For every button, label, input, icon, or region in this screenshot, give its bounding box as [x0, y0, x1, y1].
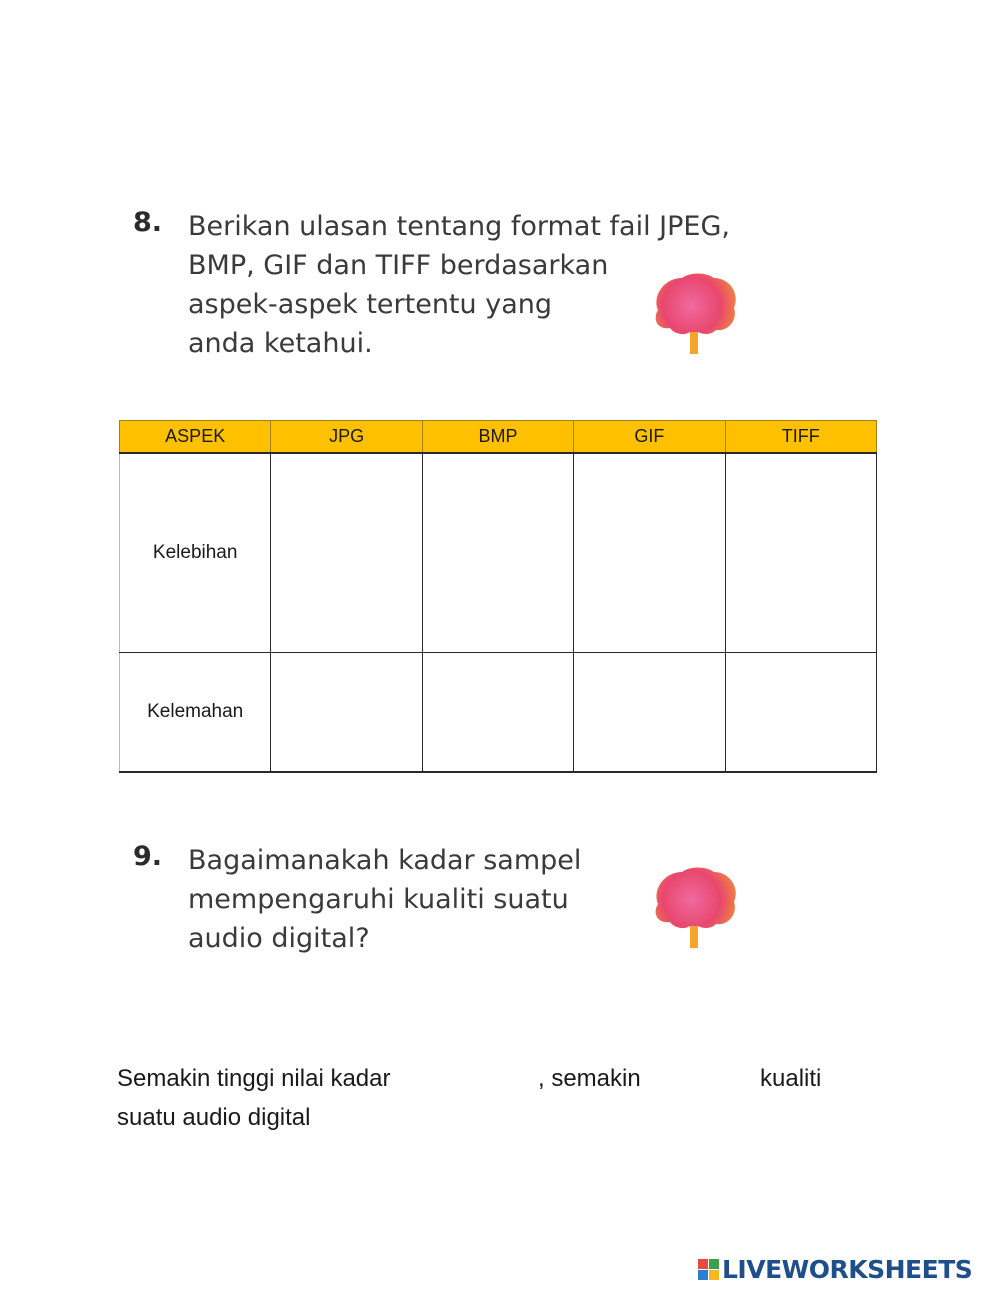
- table-row: [120, 453, 877, 653]
- header-tiff: TIFF: [725, 421, 876, 454]
- brand-text: LIVEWORKSHEETS: [722, 1255, 973, 1284]
- table-row: [120, 653, 877, 773]
- answer-cell-bmp-kelemahan[interactable]: [422, 653, 573, 773]
- header-jpg: JPG: [271, 421, 422, 454]
- answer-cell-tiff-kelemahan[interactable]: [725, 653, 876, 773]
- header-gif: GIF: [574, 421, 725, 454]
- answer-sentence: [117, 1059, 857, 1137]
- row-label-kelebihan: Kelebihan: [120, 453, 271, 653]
- question-9-line: mempengaruhi kualiti suatu: [188, 884, 569, 915]
- question-9-line: audio digital?: [188, 923, 370, 954]
- answer-cell-gif-kelebihan[interactable]: [574, 453, 725, 653]
- brain-icon: [648, 864, 740, 952]
- header-aspek: ASPEK: [120, 421, 271, 454]
- question-8-number: 8.: [133, 207, 163, 238]
- question-9-line: Bagaimanakah kadar sampel: [188, 845, 582, 876]
- question-8-line: Berikan ulasan tentang format fail JPEG,: [188, 211, 730, 242]
- blank-input-1[interactable]: [435, 1063, 535, 1094]
- answer-cell-bmp-kelebihan[interactable]: [422, 453, 573, 653]
- blank-input-2[interactable]: [657, 1063, 755, 1094]
- row-label-kelemahan: Kelemahan: [120, 653, 271, 773]
- question-8-line: anda ketahui.: [188, 328, 373, 359]
- answer-cell-gif-kelemahan[interactable]: [574, 653, 725, 773]
- comparison-table: [119, 420, 877, 773]
- answer-cell-jpg-kelemahan[interactable]: [271, 653, 422, 773]
- liveworksheets-logo: [698, 1255, 972, 1284]
- liveworksheets-icon: [698, 1259, 719, 1280]
- answer-cell-tiff-kelebihan[interactable]: [725, 453, 876, 653]
- header-bmp: BMP: [422, 421, 573, 454]
- question-9-text: [188, 841, 581, 958]
- answer-cell-jpg-kelebihan[interactable]: [271, 453, 422, 653]
- answer-text-part2: , semakin: [538, 1065, 641, 1092]
- question-8-line: BMP, GIF dan TIFF berdasarkan: [188, 250, 609, 281]
- answer-text-part1: Semakin tinggi nilai kadar: [117, 1065, 391, 1092]
- answer-text-line2: suatu audio digital: [117, 1104, 311, 1131]
- brain-icon: [648, 270, 740, 358]
- question-8-line: aspek-aspek tertentu yang: [188, 289, 552, 320]
- answer-text-part3: kualiti: [760, 1065, 822, 1092]
- table-header-row: [120, 421, 877, 454]
- question-9-number: 9.: [133, 841, 163, 872]
